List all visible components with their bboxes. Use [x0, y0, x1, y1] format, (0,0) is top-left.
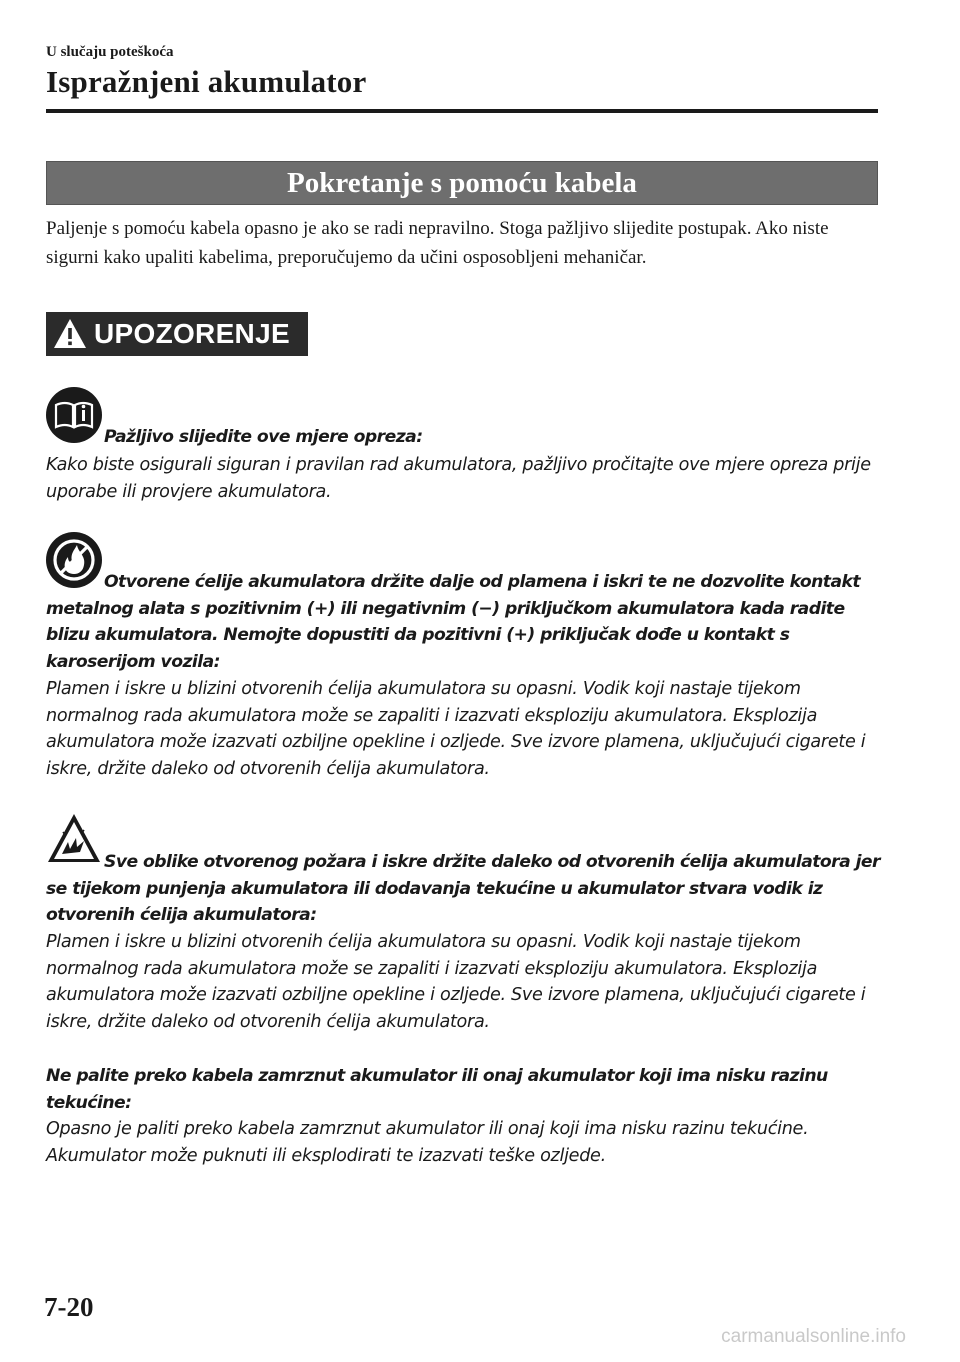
item-2-body: Plamen i iskre u blizini otvorenih ćelija akumulatora su opasni. Vodik koji nastaje tijekom normalnog rada akumulatora može se zapaliti i izazvati eksploziju akumulatora. Eksplozija akumulatora može izazvati ozbiljne opekline i ozljede. Sve izvore plamena, uključujući cigarete i iskre, držite daleko od otvorenih ćelija akumulatora.	[46, 679, 866, 779]
warning-triangle-icon	[52, 317, 88, 351]
section-banner	[46, 161, 878, 205]
warning-label: UPOZORENJE	[94, 318, 290, 349]
intro-paragraph: Paljenje s pomoću kabela opasno je ako se radi nepravilno. Stoga pažljivo slijedite postupak. Ako niste sigurni kako upaliti kabelima, preporučujemo da učini osposobljeni mehaničar.	[46, 218, 829, 268]
section-breadcrumb: U slučaju poteškoća	[46, 44, 174, 60]
item-3-body: Plamen i iskre u blizini otvorenih ćelija akumulatora su opasni. Vodik koji nastaje tijekom normalnog rada akumulatora može se zapaliti i izazvati eksploziju akumulatora. Eksplozija akumulatora može izazvati ozbiljne opekline i ozljede. Sve izvore plamena, uključujući cigarete i iskre, držite daleko od otvorenih ćelija akumulatora.	[46, 932, 866, 1032]
section-title: Pokretanje s pomoću kabela	[287, 166, 637, 199]
item-1-body: Kako biste osigurali siguran i pravilan rad akumulatora, pažljivo pročitajte ove mjere opreza prije uporabe ili provjere akumulatora.	[46, 455, 871, 502]
title-divider	[46, 109, 878, 113]
item-4-body: Opasno je paliti preko kabela zamrznut akumulator ili onaj koji ima nisku razinu tekućine. Akumulator može puknuti ili eksplodirati te izazvati teške ozljede.	[46, 1119, 809, 1166]
item-2-heading: Otvorene ćelije akumulatora držite dalje od plamena i iskri te ne dozvolite kontakt metalnog alata s pozitivnim (+) ili negativnim (−) priključkom akumulatora kada radite blizu akumulatora. Nemojte dopustiti da pozitivni (+) priključak dođe u kontakt s karoserijom vozila:	[46, 572, 861, 672]
page-title: Ispražnjeni akumulator	[46, 64, 367, 99]
warning-box	[46, 312, 308, 356]
item-3-heading: Sve oblike otvorenog požara i iskre držite daleko od otvorenih ćelija akumulatora jer se tijekom punjenja akumulatora ili dodavanja tekućine u akumulator stvara vodik iz otvorenih ćelija akumulatora:	[46, 852, 880, 925]
page-number: 7-20	[44, 1292, 94, 1322]
watermark: carmanualsonline.info	[721, 1326, 906, 1347]
item-1-heading: Pažljivo slijedite ove mjere opreza:	[104, 427, 423, 447]
item-4-heading: Ne palite preko kabela zamrznut akumulator ili onaj akumulator koji ima nisku razinu tekućine:	[46, 1066, 828, 1113]
